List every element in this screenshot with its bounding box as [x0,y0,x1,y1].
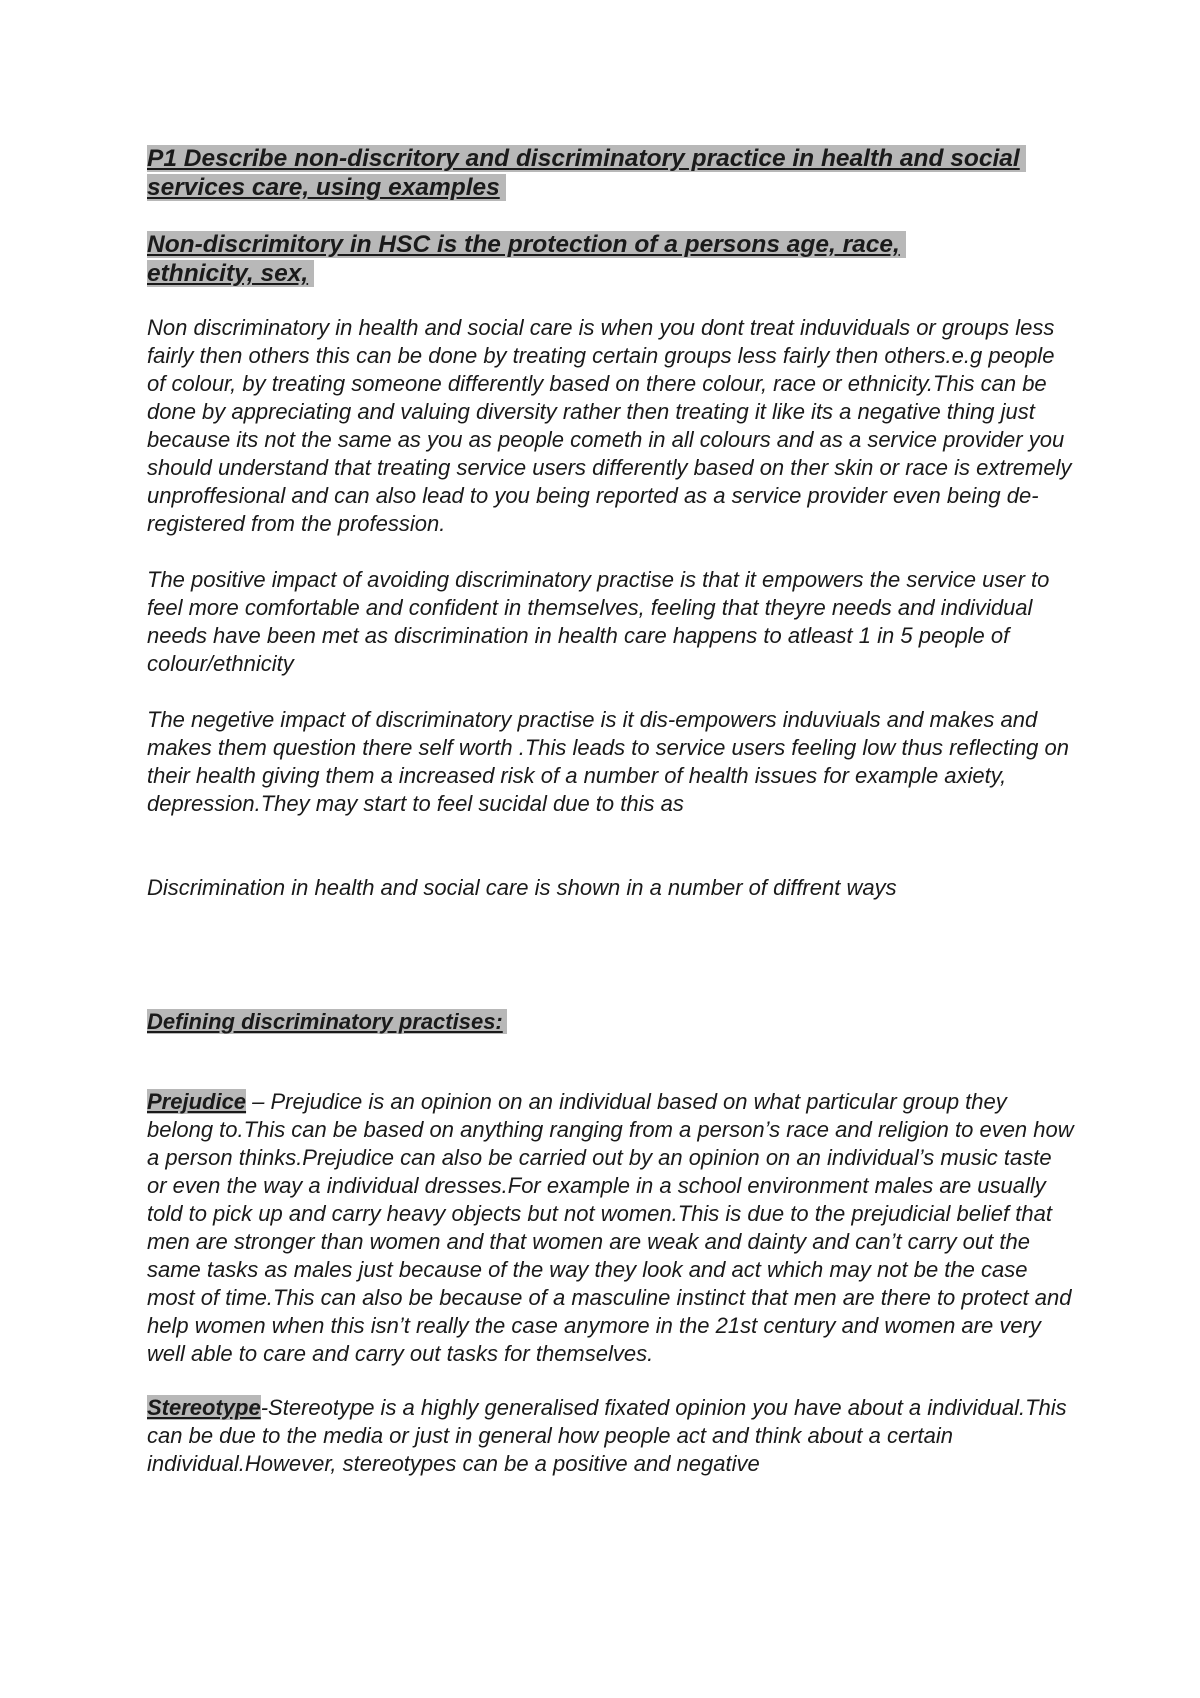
document-subtitle-text: Non-discrimitory in HSC is the protection of a persons age, race, ethnicity, sex, [147,231,906,287]
paragraph-discrimination-ways: Discrimination in health and social care is shown in a number of diffrent ways [147,875,897,900]
document-title [147,144,1027,202]
term-stereotype: Stereotype [147,1395,261,1420]
term-prejudice: Prejudice [147,1089,247,1114]
document-subtitle [147,230,997,288]
document-title-text: P1 Describe non-discritory and discriminatory practice in health and social services care, using examples [147,145,1026,201]
paragraph-stereotype [147,1394,1077,1478]
paragraph-positive-impact: The positive impact of avoiding discriminatory practise is that it empowers the service user to feel more comfortable and confident in themselves, feeling that theyre needs and individual needs have been met as discrimination in health care happens to atleast 1 in 5 people of colour/ethnicity [147,567,1050,676]
paragraph-negative-impact: The negetive impact of discriminatory practise is it dis-empowers induviuals and makes and makes them question there self worth .This leads to service users feeling low thus reflecting on their health giving them a increased risk of a number of health issues for example axiety, depression.They may start to feel sucidal due to this as [147,707,1070,816]
stereotype-definition: -Stereotype is a highly generalised fixated opinion you have about a individual.This can be due to the media or just in general how people act and think about a certain individual.However, stereotypes can be a positive and negative [147,1395,1067,1476]
section-heading-text: Defining discriminatory practises: [147,1009,507,1034]
prejudice-definition: – Prejudice is an opinion on an individual based on what particular group they belong to.This can be based on anything ranging from a person’s race and religion to even how a person thinks.Prejudice can also be carried out by an opinion on an individual’s music taste or even the way a individual dresses.For example in a school environment males are usually told to pick up and carry heavy objects but not women.This is due to the prejudicial belief that men are stronger than women and that women are weak and dainty and can’t carry out the same tasks as males just because of the way they look and act which may not be the case most of time.This can also be because of a masculine instinct that men are there to protect and help women when this isn’t really the case anymore in the 21st century and women are very well able to care and carry out tasks for themselves. [147,1089,1074,1366]
document-content [147,144,1077,1478]
paragraph-prejudice [147,1088,1077,1368]
section-heading [147,1008,1077,1036]
paragraph-non-discriminatory: Non discriminatory in health and social care is when you dont treat induviduals or groups less fairly then others this can be done by treating certain groups less fairly then others.e.g people of colour, by treating someone differently based on there colour, race or ethnicity.This can be done by appreciating and valuing diversity rather then treating it like its a negative thing just because its not the same as you as people cometh in all colours and as a service provider you should understand that treating service users differently based on ther skin or race is extremely unproffesional and can also lead to you being reported as a service provider even being de-registered from the profession. [147,315,1072,536]
